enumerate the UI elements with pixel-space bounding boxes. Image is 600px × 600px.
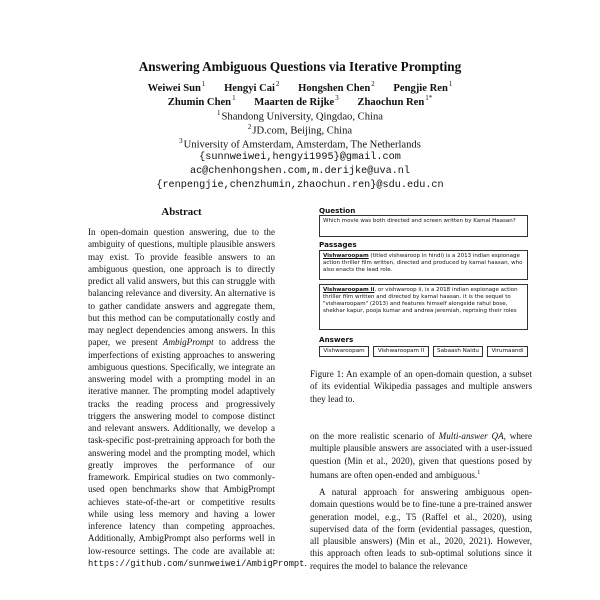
author: Weiwei Sun$^1$: [147, 80, 206, 94]
author: Zhaochun Ren$^{1*}$: [357, 94, 433, 108]
answer-chip: Sabaash Naidu: [433, 346, 483, 357]
email-line: {sunnweiwei,hengyi1995}@gmail.com: [199, 152, 401, 163]
passage-title: Vishwaroopam ii: [323, 287, 375, 293]
body-text: [310, 430, 532, 572]
author-line-1: [0, 80, 600, 94]
answer-chip: Vishwaroopam: [319, 346, 369, 357]
passages-label: Passages: [319, 240, 357, 249]
question-box: Which movie was both directed and screen written by Kamal Haasan?: [319, 215, 528, 237]
code-link[interactable]: https://github.com/sunnweiwei/AmbigPrompt: [88, 558, 305, 569]
email-line: {renpengjie,chenzhumin,zhaochun.ren}@sdu.edu.cn: [156, 180, 444, 191]
author-line-2: [0, 94, 600, 108]
author: Zhumin Chen$^1$: [167, 94, 236, 108]
author: Pengjie Ren$^1$: [393, 80, 453, 94]
abstract-heading: Abstract: [161, 206, 202, 218]
paragraph: A natural approach for answering ambiguous open-domain questions would be to fine-tune a pre-trained answer generation model, e.g., T5 (Raffel et al., 2020), using supervised data of the form (evidential passages, question, all plausible answers) (Min et al., 2020, 2021). However, this approach often leads to sub-optimal solutions since it requires the model to balance the relevance: [310, 487, 532, 571]
affiliation: $^1$Shandong University, Qingdao, China: [217, 109, 383, 123]
figure-1: [316, 206, 530, 359]
email-line: ac@chenhongshen.com,m.derijke@uva.nl: [189, 166, 411, 177]
author: Hongshen Chen$^2$: [298, 80, 375, 94]
author: Maarten de Rijke$^3$: [254, 94, 339, 108]
affiliation: $^2$JD.com, Beijing, China: [247, 123, 353, 137]
author: Hengyi Cai$^2$: [224, 80, 280, 94]
question-label: Question: [319, 206, 356, 215]
answers-label: Answers: [319, 335, 354, 344]
affiliation: $^3$University of Amsterdam, Amsterdam, The Netherlands: [179, 137, 421, 151]
figure-caption: Figure 1: An example of an open-domain question, a subset of its evidential Wikipedia passages and multiple answers they lead to.: [310, 369, 532, 404]
passage-title: Vishwaroopam: [323, 253, 369, 259]
passage-box: Vishwaroopam (titled vishwaroop in hindi) is a 2013 indian espionage action thriller film written, directed and produced by kamal haasan, who also enacts the lead role.: [319, 250, 528, 280]
answer-chip: Virumaandi: [487, 346, 528, 357]
passage-box: Vishwaroopam ii, or vishwaroop ii, is a 2018 indian espionage action thriller film written and directed by kamal haasan. it is the sequel to "vishwaroopam" (2013) and features himself alongside rahul bose, shekhar kapur, pooja kumar and andrea jeremiah, reprising their roles: [319, 284, 528, 330]
abstract-body: In open-domain question answering, due to the ambiguity of questions, multiple plausible answers may exist. To provide feasible answers to an ambiguous question, one approach is to directly predict all valid answers, but this can struggle with balancing relevance and diversity. An alternative is to gather candidate answers and aggregate them, but this method can be computationally costly and may neglect dependencies among answers. In this paper, we present AmbigPrompt to address the imperfections of existing approaches to answering ambiguous questions. Specifically, we integrate an answering model with a prompting model in an iterative manner. The prompting model adaptively tracks the reading process and progressively triggers the answering model to compose distinct and relevant answers. Additionally, we develop a task-specific post-pretraining approach for both the answering model and the prompting model, which greatly improves the performance of our framework. Empirical studies on two commonly-used open benchmarks show that AmbigPrompt achieves state-of-the-art or competitive results while using less memory and having a lower inference latency than competing approaches. Additionally, AmbigPrompt also performs well in low-resource settings. The code are available at: https://github.com/sunnweiwei/AmbigPrompt.: [88, 227, 307, 569]
paragraph: on the more realistic scenario of Multi-answer QA, where multiple plausible answers are associated with a user-issued question (Min et al., 2020), given that questions posed by humans are often open-ended and ambiguous.$^1$: [310, 431, 532, 480]
paper-title: Answering Ambiguous Questions via Iterative Prompting: [138, 59, 462, 74]
answer-chip: Vishwaroopam II: [373, 346, 429, 357]
